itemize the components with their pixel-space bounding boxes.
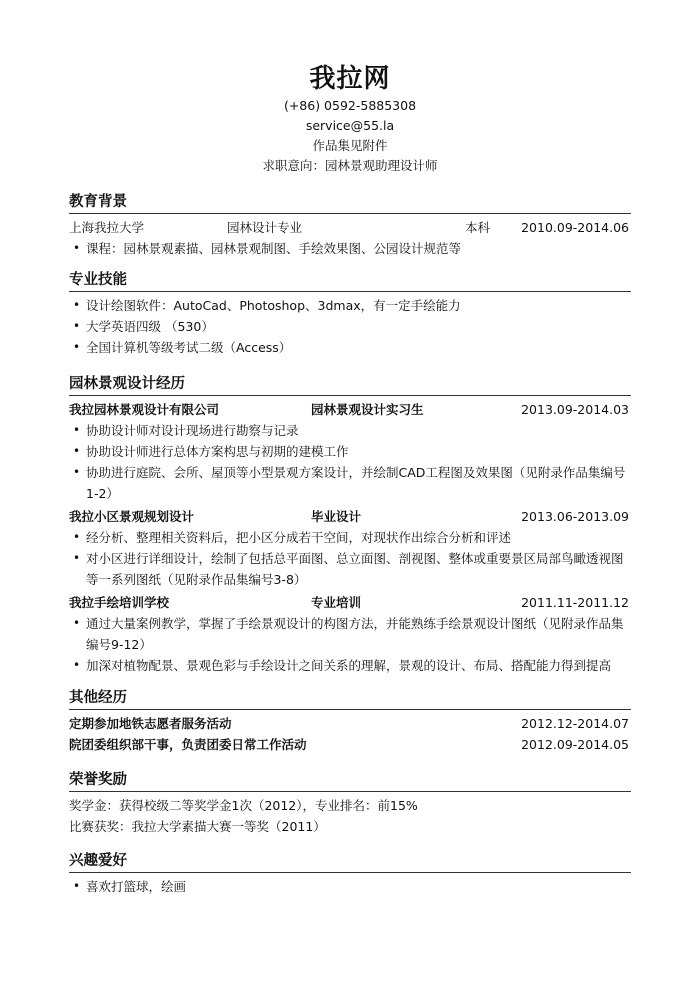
list-item: • 加深对植物配景、景观色彩与手绘设计之间关系的理解，景观的设计、布局、搭配能力得到提高 bbox=[69, 655, 631, 676]
list-item: • 对小区进行详细设计，绘制了包括总平面图、总立面图、剖视图、整体或重要景区局部鸟瞰透视图等一系列图纸（见附录作品集编号3-8） bbox=[69, 548, 631, 590]
portfolio-note: 作品集见附件 bbox=[312, 138, 388, 153]
degree-name: 本科 bbox=[465, 220, 491, 235]
honors-section bbox=[69, 770, 631, 837]
organization-name: 我拉园林景观设计有限公司 bbox=[69, 402, 220, 417]
list-item: • 协助设计师进行总体方案构思与初期的建模工作 bbox=[69, 441, 631, 462]
school-name: 上海我拉大学 bbox=[69, 220, 145, 235]
section-title: 兴趣爱好 bbox=[69, 853, 127, 869]
bullet-list bbox=[69, 527, 631, 590]
education-row bbox=[69, 217, 631, 238]
date-range: 2012.09-2014.05 bbox=[521, 737, 629, 752]
bullet-list bbox=[69, 420, 631, 504]
bullet-list bbox=[69, 238, 631, 259]
section-title: 教育背景 bbox=[69, 194, 127, 210]
job-header bbox=[69, 506, 631, 527]
job-header bbox=[69, 592, 631, 613]
section-divider bbox=[69, 291, 631, 292]
honor-line: 奖学金：获得校级二等奖学金1次（2012），专业排名：前15% bbox=[69, 798, 418, 813]
role-title: 专业培训 bbox=[311, 595, 362, 610]
section-divider bbox=[69, 709, 631, 710]
activity-row bbox=[69, 713, 631, 734]
activity-text: 定期参加地铁志愿者服务活动 bbox=[69, 716, 232, 731]
list-item: • 课程：园林景观素描、园林景观制图、手绘效果图、公园设计规范等 bbox=[69, 238, 631, 259]
other-section bbox=[69, 688, 631, 755]
date-range: 2013.09-2014.03 bbox=[521, 402, 629, 417]
list-item: • 全国计算机等级考试二级（Access） bbox=[69, 337, 631, 358]
role-title: 毕业设计 bbox=[311, 509, 362, 524]
section-divider bbox=[69, 872, 631, 873]
list-item: • 通过大量案例教学，掌握了手绘景观设计的构图方法，并能熟练手绘景观设计图纸（见附录作品集编号9-12） bbox=[69, 613, 631, 655]
job-objective: 求职意向：园林景观助理设计师 bbox=[262, 158, 438, 173]
bullet-list bbox=[69, 295, 631, 358]
section-divider bbox=[69, 791, 631, 792]
experience-section bbox=[69, 374, 631, 676]
section-title: 园林景观设计经历 bbox=[69, 376, 185, 392]
email-address: service@55.la bbox=[305, 118, 395, 133]
section-title: 其他经历 bbox=[69, 690, 127, 706]
list-item: • 协助进行庭院、会所、屋顶等小型景观方案设计，并绘制CAD工程图及效果图（见附录作品集编号1-2） bbox=[69, 462, 631, 504]
activity-row bbox=[69, 734, 631, 755]
list-item: • 大学英语四级 （530） bbox=[69, 316, 631, 337]
organization-name: 我拉小区景观规划设计 bbox=[69, 509, 195, 524]
role-title: 园林景观设计实习生 bbox=[311, 402, 424, 417]
date-range: 2013.06-2013.09 bbox=[521, 509, 629, 524]
list-item: • 经分析、整理相关资料后，把小区分成若干空间，对现状作出综合分析和评述 bbox=[69, 527, 631, 548]
date-range: 2012.12-2014.07 bbox=[521, 716, 629, 731]
date-range: 2011.11-2011.12 bbox=[521, 595, 629, 610]
list-item: • 喜欢打篮球，绘画 bbox=[69, 876, 631, 897]
date-range: 2010.09-2014.06 bbox=[521, 220, 629, 235]
major-name: 园林设计专业 bbox=[227, 220, 303, 235]
list-item: • 设计绘图软件：AutoCad、Photoshop、3dmax，有一定手绘能力 bbox=[69, 295, 631, 316]
skills-section bbox=[69, 270, 631, 358]
honor-line: 比赛获奖：我拉大学素描大赛一等奖（2011） bbox=[69, 819, 326, 834]
activity-text: 院团委组织部干事，负责团委日常工作活动 bbox=[69, 737, 307, 752]
bullet-list bbox=[69, 613, 631, 676]
section-divider bbox=[69, 395, 631, 396]
job-header bbox=[69, 399, 631, 420]
section-title: 荣誉奖励 bbox=[69, 772, 127, 788]
bullet-list bbox=[69, 876, 631, 897]
resume-header bbox=[0, 0, 700, 176]
phone-number: (+86) 0592-5885308 bbox=[283, 98, 417, 113]
education-section bbox=[69, 192, 631, 259]
list-item: • 协助设计师对设计现场进行勘察与记录 bbox=[69, 420, 631, 441]
candidate-name: 我拉网 bbox=[309, 64, 391, 94]
hobbies-section bbox=[69, 851, 631, 897]
section-title: 专业技能 bbox=[69, 272, 127, 288]
section-divider bbox=[69, 213, 631, 214]
organization-name: 我拉手绘培训学校 bbox=[69, 595, 170, 610]
